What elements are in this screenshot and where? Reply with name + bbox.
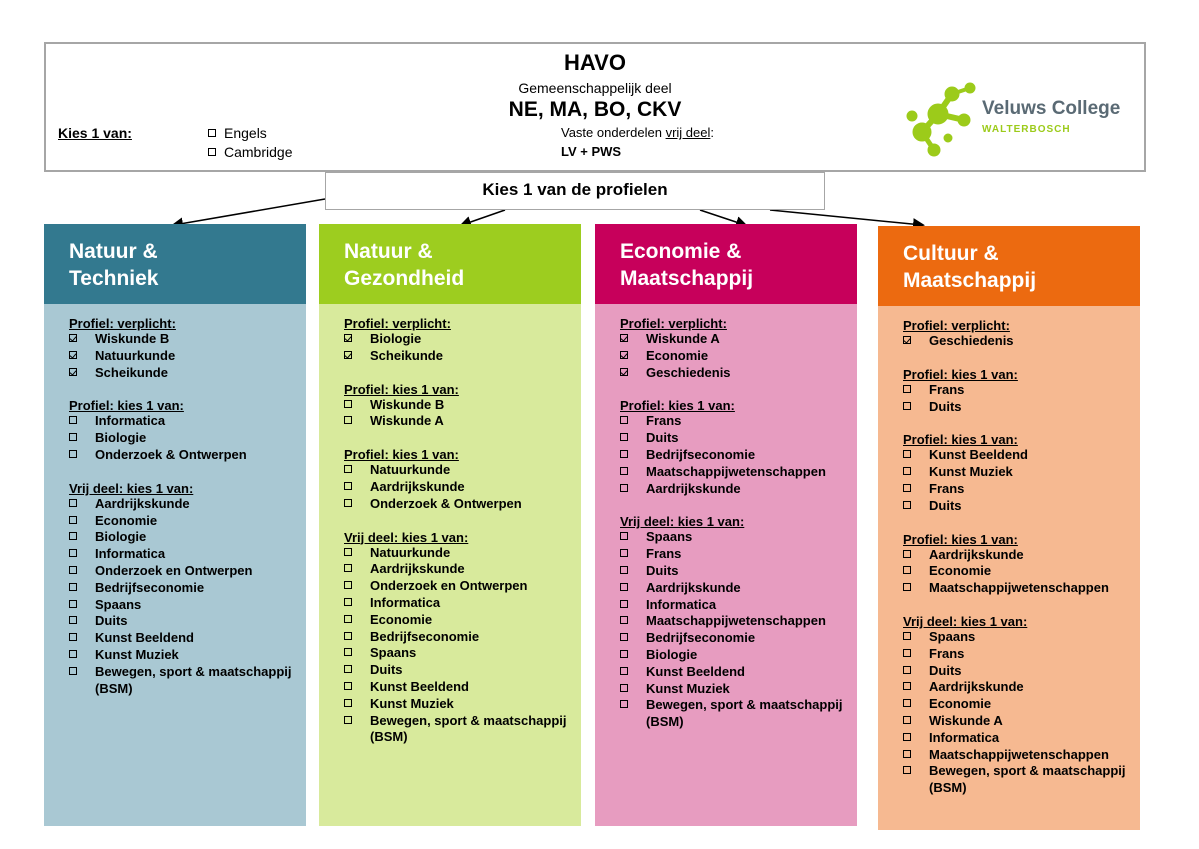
checkbox-icon <box>620 416 628 424</box>
subject-label: Onderzoek & Ontwerpen <box>370 495 522 511</box>
page-subtitle: Gemeenschappelijk deel <box>518 80 672 96</box>
checkbox-icon <box>903 682 911 690</box>
section-title: Vrij deel: kies 1 van: <box>69 480 194 496</box>
subject-item[interactable] <box>620 430 857 447</box>
subject-label: Bedrijfseconomie <box>95 579 205 595</box>
arrow-1 <box>174 199 325 225</box>
checkbox-icon <box>69 650 77 658</box>
subject-label: Duits <box>646 430 679 446</box>
section-title: Profiel: kies 1 van: <box>69 398 184 414</box>
checkbox-icon <box>903 583 911 591</box>
language-option-engels[interactable]: Engels <box>208 125 267 141</box>
profile-body <box>319 304 581 826</box>
subject-label: Aardrijkskunde <box>370 478 465 494</box>
subject-label: Geschiedenis <box>646 364 731 380</box>
subject-label: Duits <box>95 613 128 629</box>
subject-item[interactable] <box>620 481 857 498</box>
subject-label: Frans <box>646 413 682 429</box>
subject-label: Aardrijkskunde <box>929 546 1024 562</box>
subject-label: Maatschappijwetenschappen <box>929 746 1109 762</box>
checkbox-icon <box>344 598 352 606</box>
subject-item[interactable] <box>69 546 306 563</box>
subject-item[interactable] <box>344 561 581 578</box>
checkbox-icon <box>903 385 911 393</box>
profile-title-line: Economie & <box>620 240 742 263</box>
subject-label: Informatica <box>95 413 166 429</box>
subject-label: Bewegen, sport & maatschappij (BSM) <box>646 697 843 730</box>
profile-title-line: Natuur & <box>69 240 158 263</box>
subject-item[interactable] <box>69 348 306 365</box>
subject-label: Onderzoek & Ontwerpen <box>95 446 247 462</box>
language-option-cambridge[interactable]: Cambridge <box>208 144 292 160</box>
subject-item[interactable] <box>69 613 306 630</box>
subject-label: Bewegen, sport & maatschappij (BSM) <box>929 763 1126 796</box>
checkbox-icon <box>344 465 352 473</box>
subject-item[interactable] <box>69 630 306 647</box>
section-title: Profiel: kies 1 van: <box>344 381 459 397</box>
profile-column <box>44 224 306 826</box>
subject-label: Duits <box>929 497 962 513</box>
subject-label: Kunst Beeldend <box>646 663 745 679</box>
subject-item[interactable] <box>69 664 306 698</box>
checkbox-icon <box>344 499 352 507</box>
profile-body <box>878 306 1140 830</box>
subject-label: Wiskunde B <box>95 331 170 346</box>
subject-label: Biologie <box>95 529 147 545</box>
checkbox-icon <box>69 549 77 557</box>
checkbox-icon <box>903 484 911 492</box>
checkbox-icon <box>903 750 911 758</box>
subject-item[interactable] <box>903 333 1140 350</box>
subject-label: Natuurkunde <box>370 544 451 560</box>
section-title: Profiel: kies 1 van: <box>344 447 459 463</box>
subject-item[interactable] <box>620 365 857 382</box>
checkbox-icon <box>620 532 628 540</box>
checkbox-icon <box>69 600 77 608</box>
subject-item[interactable] <box>69 430 306 447</box>
subject-item[interactable] <box>903 464 1140 481</box>
checkbox-icon <box>903 467 911 475</box>
core-subjects: NE, MA, BO, CKV <box>508 98 682 121</box>
checkbox-icon <box>344 400 352 408</box>
subject-label: Onderzoek en Ontwerpen <box>95 562 253 578</box>
checkbox-icon <box>344 564 352 572</box>
subject-item[interactable] <box>620 447 857 464</box>
profile-title-line: Natuur & <box>344 240 433 263</box>
profile-title <box>44 224 306 304</box>
subject-item[interactable] <box>344 713 581 747</box>
checkbox-icon <box>620 566 628 574</box>
checkbox-icon <box>620 467 628 475</box>
profile-title <box>595 224 857 304</box>
logo-name: Veluws College <box>982 98 1121 119</box>
section-title: Vrij deel: kies 1 van: <box>903 613 1028 629</box>
checkbox-icon <box>620 433 628 441</box>
checkbox-icon <box>344 615 352 623</box>
subject-item[interactable] <box>69 513 306 530</box>
subject-item[interactable] <box>620 413 857 430</box>
subject-label: Aardrijkskunde <box>370 561 465 577</box>
subject-label: Frans <box>929 381 965 397</box>
profile-body <box>595 304 857 826</box>
subject-label: Duits <box>370 662 403 678</box>
subject-label: Spaans <box>370 645 417 661</box>
checkbox-icon <box>620 700 628 708</box>
subject-label: Spaans <box>929 628 976 644</box>
profile-title-line: Gezondheid <box>344 267 465 290</box>
checkbox-icon <box>620 667 628 675</box>
subject-item[interactable] <box>344 612 581 629</box>
checkbox-icon <box>903 632 911 640</box>
subject-item[interactable] <box>344 413 581 430</box>
checkbox-icon <box>69 566 77 574</box>
subject-item[interactable] <box>620 697 857 731</box>
section-title: Profiel: kies 1 van: <box>903 366 1018 382</box>
subject-item[interactable] <box>620 597 857 614</box>
section-title: Profiel: kies 1 van: <box>903 531 1018 547</box>
subject-label: Bedrijfseconomie <box>370 628 480 644</box>
subject-item[interactable] <box>344 348 581 365</box>
subject-item[interactable] <box>903 663 1140 680</box>
subject-item[interactable] <box>344 545 581 562</box>
subject-label: Frans <box>929 480 965 496</box>
checkbox-icon <box>620 484 628 492</box>
section-title: Profiel: verplicht: <box>903 318 1010 333</box>
profile-title <box>319 224 581 304</box>
profile-column <box>878 226 1140 830</box>
subject-label: Aardrijkskunde <box>646 579 741 595</box>
subject-label: Biologie <box>95 430 147 446</box>
subject-label: Economie <box>929 696 992 712</box>
subject-label: Biologie <box>370 331 422 346</box>
subject-item[interactable] <box>344 331 581 348</box>
arrow-2 <box>462 210 505 225</box>
subject-item[interactable] <box>69 413 306 430</box>
profile-title-line: Maatschappij <box>620 267 754 290</box>
subject-item[interactable] <box>903 547 1140 564</box>
subject-item[interactable] <box>620 546 857 563</box>
subject-item[interactable] <box>69 365 306 382</box>
checkbox-icon <box>69 450 77 458</box>
subject-label: Frans <box>929 645 965 661</box>
logo-subtitle: WALTERBOSCH <box>982 124 1071 135</box>
subject-item[interactable] <box>903 730 1140 747</box>
subject-label: Economie <box>95 512 158 528</box>
subject-item[interactable] <box>903 646 1140 663</box>
checkbox-icon <box>344 699 352 707</box>
subject-label: Scheikunde <box>95 364 168 380</box>
checkbox-icon <box>903 566 911 574</box>
section-title: Vrij deel: kies 1 van: <box>344 529 469 545</box>
subject-label: Economie <box>370 611 433 627</box>
checked-box-icon <box>69 351 77 359</box>
subject-label: Economie <box>929 563 992 579</box>
subject-label: Wiskunde A <box>929 712 1003 728</box>
checkbox-icon <box>620 583 628 591</box>
subject-item[interactable] <box>903 580 1140 597</box>
checkbox-icon <box>903 699 911 707</box>
checked-box-icon <box>903 336 911 344</box>
subject-label: Kunst Muziek <box>929 464 1013 480</box>
checkbox-icon <box>69 616 77 624</box>
checked-box-icon <box>620 334 628 342</box>
subject-label: Kunst Muziek <box>370 695 454 711</box>
checkbox-icon <box>903 501 911 509</box>
subject-label: Bewegen, sport & maatschappij (BSM) <box>370 712 567 745</box>
subject-item[interactable] <box>69 580 306 597</box>
subject-label: Informatica <box>929 729 1000 745</box>
subject-item[interactable] <box>620 630 857 647</box>
subject-item[interactable] <box>903 679 1140 696</box>
checkbox-icon <box>903 402 911 410</box>
checkbox-icon <box>903 550 911 558</box>
subject-label: Wiskunde B <box>370 396 445 412</box>
fixed-parts-value: LV + PWS <box>561 144 622 159</box>
subject-item[interactable] <box>903 713 1140 730</box>
subject-item[interactable] <box>344 645 581 662</box>
checked-box-icon <box>69 368 77 376</box>
subject-item[interactable] <box>620 664 857 681</box>
section-title: Profiel: verplicht: <box>344 316 451 331</box>
profile-body <box>44 304 306 826</box>
subject-label: Maatschappijwetenschappen <box>646 463 826 479</box>
checkbox-icon <box>620 450 628 458</box>
checkbox-icon <box>69 532 77 540</box>
subject-item[interactable] <box>903 747 1140 764</box>
subject-item[interactable] <box>69 331 306 348</box>
subject-item[interactable] <box>69 597 306 614</box>
subject-item[interactable] <box>903 763 1140 797</box>
subject-label: Informatica <box>95 546 166 562</box>
checkbox-icon <box>620 600 628 608</box>
checkbox-icon <box>344 716 352 724</box>
checkbox-icon <box>344 416 352 424</box>
subject-label: Kunst Beeldend <box>929 447 1028 463</box>
subject-item[interactable] <box>903 382 1140 399</box>
checkbox-icon <box>903 649 911 657</box>
subject-label: Kunst Muziek <box>646 680 730 696</box>
section-title: Profiel: kies 1 van: <box>620 398 735 414</box>
subject-item[interactable] <box>344 397 581 414</box>
checkbox-icon <box>344 482 352 490</box>
checkbox-icon <box>903 450 911 458</box>
checkbox-icon <box>620 616 628 624</box>
checkbox-icon <box>69 583 77 591</box>
subject-label: Aardrijkskunde <box>929 679 1024 695</box>
subject-item[interactable] <box>69 447 306 464</box>
subject-label: Kunst Beeldend <box>95 630 194 646</box>
checked-box-icon <box>69 334 77 342</box>
subject-label: Aardrijkskunde <box>95 495 190 511</box>
subject-item[interactable] <box>344 578 581 595</box>
subject-item[interactable] <box>344 496 581 513</box>
subject-item[interactable] <box>620 580 857 597</box>
subject-item[interactable] <box>620 563 857 580</box>
checkbox-icon <box>344 648 352 656</box>
checkbox-icon <box>344 548 352 556</box>
checkbox-icon <box>903 766 911 774</box>
checkbox-icon <box>903 716 911 724</box>
subject-label: Aardrijkskunde <box>646 480 741 496</box>
checkbox-icon <box>69 416 77 424</box>
subject-item[interactable] <box>620 348 857 365</box>
subject-item[interactable] <box>903 447 1140 464</box>
subject-label: Natuurkunde <box>370 462 451 478</box>
checkbox-icon <box>620 633 628 641</box>
checkbox-icon <box>69 667 77 675</box>
subject-item[interactable] <box>620 464 857 481</box>
subject-label: Frans <box>646 546 682 562</box>
checkbox-icon <box>344 665 352 673</box>
subject-item[interactable] <box>69 563 306 580</box>
section-title: Profiel: verplicht: <box>69 316 176 331</box>
arrow-4 <box>770 210 922 225</box>
checkbox-icon <box>69 516 77 524</box>
subject-label: Bedrijfseconomie <box>646 630 756 646</box>
checkbox-icon <box>903 666 911 674</box>
subject-label: Kunst Muziek <box>95 646 179 662</box>
fixed-parts-label: Vaste onderdelen vrij deel: <box>561 125 714 140</box>
subject-label: Maatschappijwetenschappen <box>646 613 826 629</box>
subject-item[interactable] <box>620 331 857 348</box>
subject-label: Scheikunde <box>370 347 443 363</box>
arrow-3 <box>700 210 745 225</box>
checked-box-icon <box>620 351 628 359</box>
checkbox-icon <box>903 733 911 741</box>
profile-title <box>878 226 1140 306</box>
subject-item[interactable] <box>620 681 857 698</box>
profile-title-line: Maatschappij <box>903 269 1037 292</box>
checked-box-icon <box>344 351 352 359</box>
subject-item[interactable] <box>903 399 1140 416</box>
section-title: Profiel: verplicht: <box>620 316 727 331</box>
subject-label: Maatschappijwetenschappen <box>929 580 1109 596</box>
subject-label: Bewegen, sport & maatschappij (BSM) <box>95 663 292 696</box>
checkbox-icon <box>69 433 77 441</box>
checked-box-icon <box>344 334 352 342</box>
page-title: HAVO <box>564 50 626 75</box>
subject-item[interactable] <box>620 529 857 546</box>
checkbox-icon <box>69 633 77 641</box>
subject-item[interactable] <box>344 479 581 496</box>
subject-label: Biologie <box>646 646 698 662</box>
subject-item[interactable] <box>69 529 306 546</box>
subject-item[interactable] <box>344 595 581 612</box>
subject-item[interactable] <box>620 613 857 630</box>
checkbox-icon <box>620 549 628 557</box>
subject-label: Wiskunde A <box>370 413 444 429</box>
subject-label: Natuurkunde <box>95 347 176 363</box>
subject-item[interactable] <box>344 662 581 679</box>
subject-item[interactable] <box>344 679 581 696</box>
profile-column <box>595 224 857 826</box>
subject-item[interactable] <box>903 481 1140 498</box>
checkbox-icon <box>69 499 77 507</box>
profile-column <box>319 224 581 826</box>
subject-item[interactable] <box>69 496 306 513</box>
subject-item[interactable] <box>69 647 306 664</box>
subject-item[interactable] <box>903 629 1140 646</box>
subject-label: Geschiedenis <box>929 333 1014 348</box>
checkbox-icon <box>620 650 628 658</box>
profile-title-line: Techniek <box>69 267 159 290</box>
subject-label: Onderzoek en Ontwerpen <box>370 578 528 594</box>
language-choose-label: Kies 1 van: <box>58 125 132 141</box>
checked-box-icon <box>620 368 628 376</box>
subject-label: Informatica <box>646 596 717 612</box>
profile-title-line: Cultuur & <box>903 242 999 265</box>
subject-label: Informatica <box>370 594 441 610</box>
subject-label: Spaans <box>95 596 142 612</box>
subject-item[interactable] <box>620 647 857 664</box>
choose-profile-box: Kies 1 van de profielen <box>325 172 825 210</box>
checkbox-icon <box>344 632 352 640</box>
subject-item[interactable] <box>903 696 1140 713</box>
subject-item[interactable] <box>344 696 581 713</box>
checkbox-icon <box>620 684 628 692</box>
subject-label: Spaans <box>646 529 693 545</box>
subject-item[interactable] <box>903 563 1140 580</box>
subject-item[interactable] <box>903 498 1140 515</box>
subject-label: Duits <box>929 398 962 414</box>
subject-label: Duits <box>646 562 679 578</box>
section-title: Vrij deel: kies 1 van: <box>620 514 745 530</box>
subject-label: Bedrijfseconomie <box>646 446 756 462</box>
subject-label: Economie <box>646 347 709 363</box>
checkbox-icon <box>344 682 352 690</box>
subject-label: Kunst Beeldend <box>370 678 469 694</box>
subject-item[interactable] <box>344 462 581 479</box>
subject-item[interactable] <box>344 629 581 646</box>
subject-label: Wiskunde A <box>646 331 720 346</box>
subject-label: Duits <box>929 662 962 678</box>
checkbox-icon <box>344 581 352 589</box>
section-title: Profiel: kies 1 van: <box>903 432 1018 448</box>
